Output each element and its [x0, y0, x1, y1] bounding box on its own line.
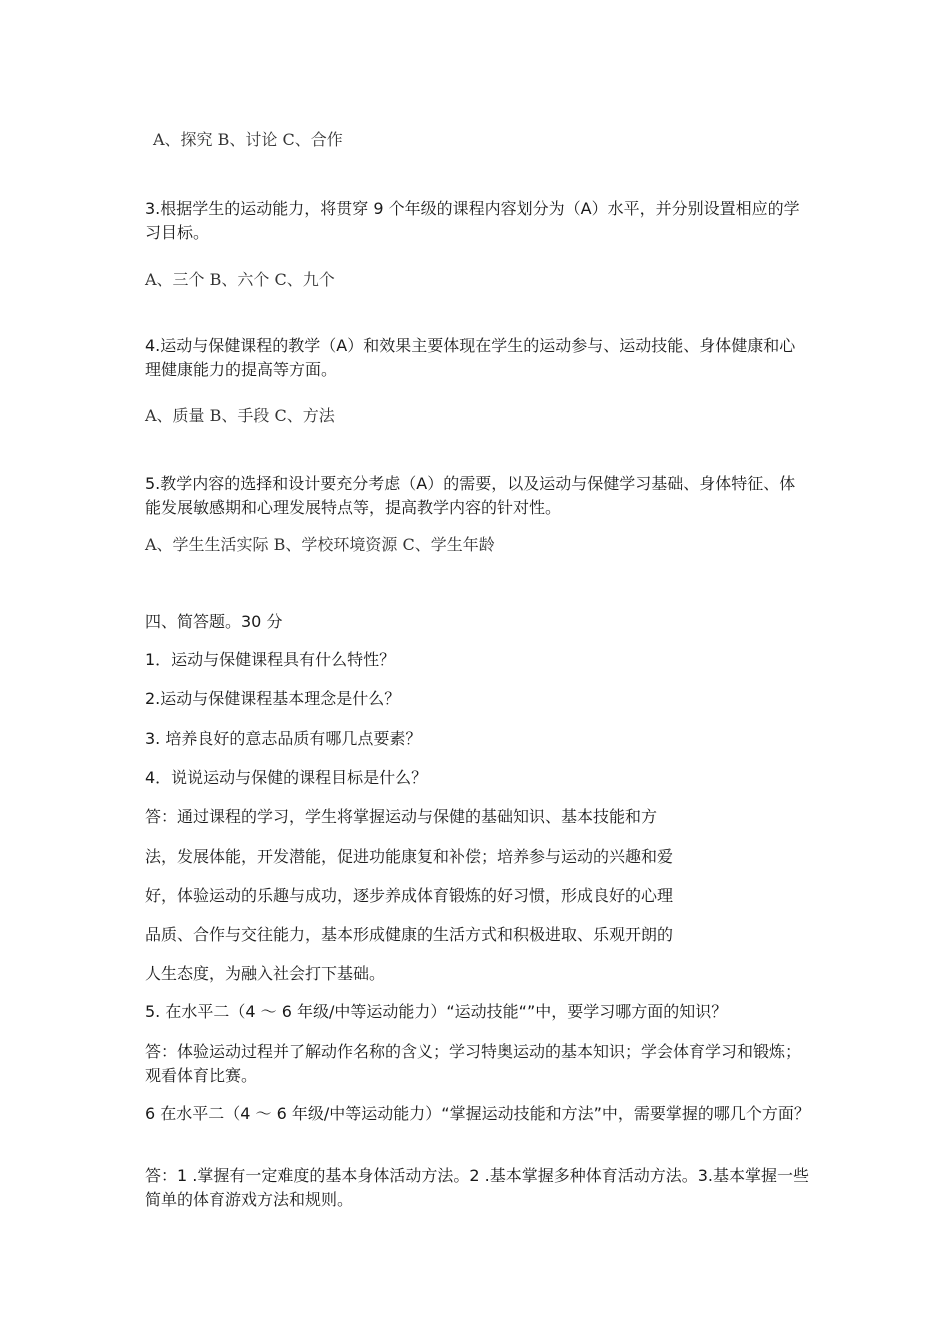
q4-options: A、质量 B、手段 C、方法 — [145, 406, 335, 425]
short-answer-q5: 5. 在水平二（4 ～ 6 年级/中等运动能力）“运动技能“”中，要学习哪方面的知识？ — [145, 1002, 728, 1021]
answer-q4-line: 答：通过课程的学习，学生将掌握运动与保健的基础知识、基本技能和方 — [145, 807, 658, 826]
q2-options: A、探究 B、讨论 C、合作 — [153, 130, 343, 149]
answer-q4-line: 法，发展体能，开发潜能，促进功能康复和补偿；培养参与运动的兴趣和爱 — [145, 847, 674, 866]
q5-options: A、学生生活实际 B、学校环境资源 C、学生年龄 — [145, 535, 495, 554]
short-answer-q6: 6 在水平二（4 ～ 6 年级/中等运动能力）“掌握运动技能和方法”中，需要掌握的哪几个方面？ — [145, 1104, 810, 1123]
q3-text: 3.根据学生的运动能力，将贯穿 9 个年级的课程内容划分为（A）水平，并分别设置相应的学习目标。 — [145, 199, 800, 242]
answer-q4-line: 好，体验运动的乐趣与成功，逐步养成体育锻炼的好习惯，形成良好的心理 — [145, 886, 674, 905]
answer-q4-line: 人生态度，为融入社会打下基础。 — [145, 964, 386, 983]
short-answer-q3: 3. 培养良好的意志品质有哪几点要素？ — [145, 729, 422, 748]
answer-q6: 答：1 .掌握有一定难度的基本身体活动方法。2 .基本掌握多种体育活动方法。3.基本掌握一些简单的体育游戏方法和规则。 — [145, 1166, 809, 1209]
answer-q4-line: 品质、合作与交往能力，基本形成健康的生活方式和积极进取、乐观开朗的 — [145, 925, 674, 944]
q3-options: A、三个 B、六个 C、九个 — [145, 270, 335, 289]
short-answer-q4: 4．说说运动与保健的课程目标是什么？ — [145, 768, 428, 787]
q5-text: 5.教学内容的选择和设计要充分考虑（A）的需要，以及运动与保健学习基础、身体特征、体能发展敏感期和心理发展特点等，提高教学内容的针对性。 — [145, 474, 796, 517]
short-answer-q1: 1．运动与保健课程具有什么特性？ — [145, 650, 396, 669]
q4-text: 4.运动与保健课程的教学（A）和效果主要体现在学生的运动参与、运动技能、身体健康和心理健康能力的提高等方面。 — [145, 336, 796, 379]
short-answer-q2: 2.运动与保健课程基本理念是什么？ — [145, 689, 401, 708]
answer-q5: 答：体验运动过程并了解动作名称的含义；学习特奥运动的基本知识；学会体育学习和锻炼；观看体育比赛。 — [145, 1042, 802, 1085]
section-heading: 四、简答题。30 分 — [145, 612, 283, 631]
